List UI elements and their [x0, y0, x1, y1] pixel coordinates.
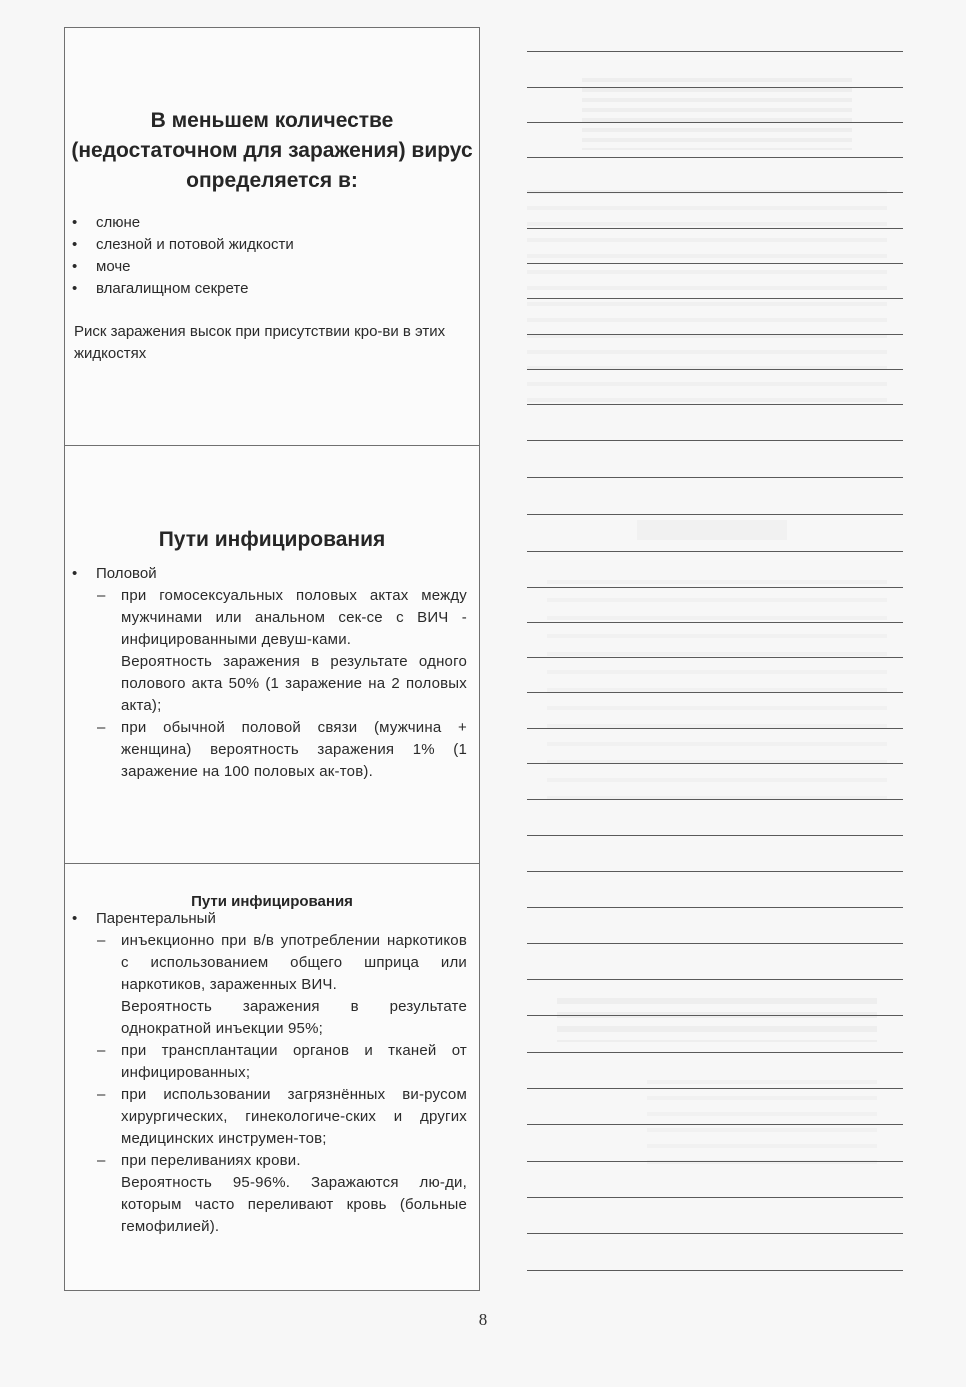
note-line [527, 1088, 903, 1089]
note-line [527, 404, 903, 405]
note-line [527, 51, 903, 52]
probability-text: Вероятность 95-96%. Заражаются лю-ди, которым часто переливают кровь (больные гемофилией). [121, 1174, 467, 1235]
note-line [527, 369, 903, 370]
sub-item-text: при гомосексуальных половых актах между мужчинами или анальном сек-се с ВИЧ - инфицированными девуш-ками. [121, 587, 467, 648]
note-line [527, 692, 903, 693]
slide-title: Пути инфицирования [191, 893, 353, 910]
sub-item-text: инъекционно при в/в употреблении наркотиков с использованием общего шприца или наркотиков, зараженных ВИЧ. [121, 932, 467, 993]
note-line [527, 871, 903, 872]
list-item: • слюне [72, 212, 467, 234]
route-list [72, 563, 467, 783]
notes-column [527, 0, 903, 1387]
note-line [527, 298, 903, 299]
slide-title: В меньшем количестве (недостаточном для заражения) вирус определяется в: [71, 109, 473, 192]
note-line [527, 1015, 903, 1016]
note-line [527, 1233, 903, 1234]
list-item [72, 563, 467, 783]
sub-item-text: при трансплантации органов и тканей от инфицированных; [121, 1042, 467, 1081]
slide-sexual-route [65, 445, 479, 863]
note-line [527, 979, 903, 980]
note-line [527, 477, 903, 478]
sub-item-text: при использовании загрязнённых ви-русом хирургических, гинекологиче-ских и других медицинских инструмен-тов; [121, 1086, 467, 1147]
sub-item [96, 1150, 467, 1238]
note-line [527, 334, 903, 335]
note-line [527, 799, 903, 800]
sub-item [96, 930, 467, 1040]
sub-item [96, 585, 467, 717]
sub-item [96, 717, 467, 783]
note-line [527, 657, 903, 658]
note-line [527, 551, 903, 552]
note-line [527, 440, 903, 441]
note-line [527, 587, 903, 588]
note-line [527, 1052, 903, 1053]
bleed-through-text [547, 566, 887, 802]
note-line [527, 728, 903, 729]
sub-item [96, 1040, 467, 1084]
probability-text: Вероятность заражения в результате одного полового акта 50% (1 заражение на 2 половых акта); [121, 653, 467, 714]
slides-column [64, 27, 480, 1291]
bleed-through-title [557, 990, 877, 1042]
route-label: Половой [96, 565, 157, 582]
note-line [527, 192, 903, 193]
bleed-through-title [637, 520, 787, 540]
list-item: • слезной и потовой жидкости [72, 234, 467, 256]
bleed-through-text [527, 178, 887, 408]
bleed-through-title [582, 72, 852, 150]
route-label: Парентеральный [96, 910, 216, 927]
note-line [527, 87, 903, 88]
slide-title: Пути инфицирования [158, 528, 386, 551]
note-line [527, 122, 903, 123]
route-list [72, 908, 467, 1238]
bleed-through-text [647, 1068, 877, 1172]
note-line [527, 622, 903, 623]
note-line [527, 1270, 903, 1271]
note-line [527, 835, 903, 836]
note-line [527, 263, 903, 264]
sub-list [96, 930, 467, 1238]
page-number: 8 [478, 1310, 488, 1329]
note-line [527, 1124, 903, 1125]
note-line [527, 157, 903, 158]
note-line [527, 228, 903, 229]
slide-parenteral-route [65, 863, 479, 1292]
note-line [527, 763, 903, 764]
note-line [527, 1161, 903, 1162]
list-item: • влагалищном секрете [72, 278, 467, 300]
list-item: • моче [72, 256, 467, 278]
risk-note: Риск заражения высок при присутствии кро-ви в этих жидкостях [74, 323, 446, 362]
note-line [527, 514, 903, 515]
slide-virus-low-quantity [65, 28, 479, 445]
sub-list [96, 585, 467, 783]
note-line [527, 1197, 903, 1198]
sub-item [96, 1084, 467, 1150]
note-line [527, 907, 903, 908]
note-line [527, 943, 903, 944]
sub-item-text: при обычной половой связи (мужчина + женщина) вероятность заражения 1% (1 заражение на 100 половых ак-тов). [121, 719, 467, 780]
fluid-list [72, 212, 467, 300]
list-item [72, 908, 467, 1238]
sub-item-text: при переливаниях крови. [121, 1152, 301, 1169]
probability-text: Вероятность заражения в результате однократной инъекции 95%; [121, 998, 467, 1037]
